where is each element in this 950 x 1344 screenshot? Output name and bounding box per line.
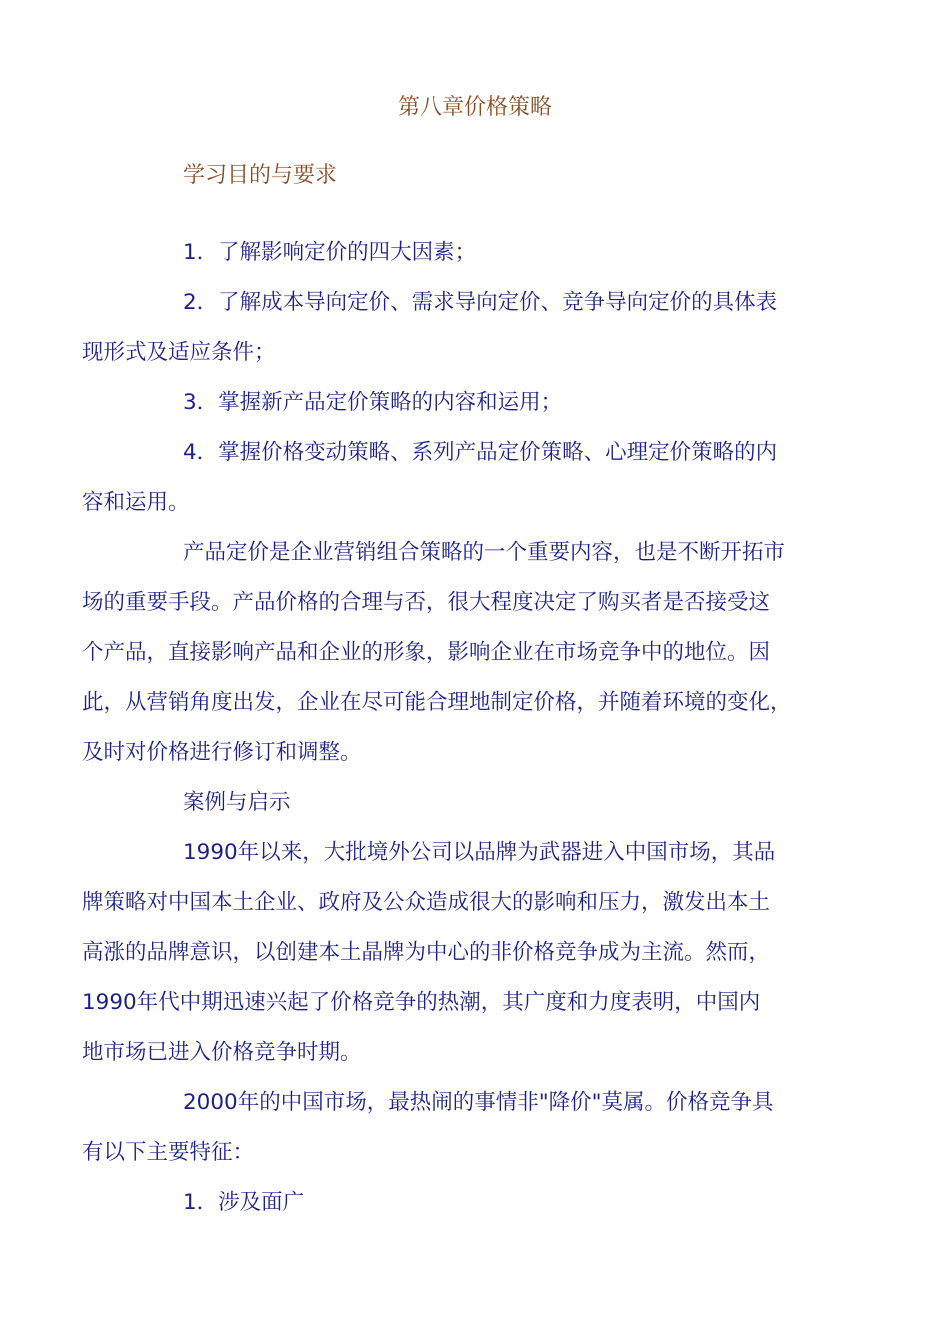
intro-paragraph: 产品定价是企业营销组合策略的一个重要内容，也是不断开拓市 场的重要手段。产品价格的合理与否，很大程度决定了购买者是否接受这 个产品，直接影响产品和企业的形象，影响企业在市场竞争中的地位。因 此，从营销角度出发，企业在尽可能合理地制定价格，并随着环境的变化， 及时对价格进行修订和调整。 [82,540,792,765]
objective-3: 3．掌握新产品定价策略的内容和运用； [183,390,563,415]
document-body [82,228,882,1228]
objective-4: 4．掌握价格变动策略、系列产品定价策略、心理定价策略的内 容和运用。 [82,440,778,515]
feature-item-1: 1．涉及面广 [183,1190,305,1215]
section-subtitle: 学习目的与要求 [183,163,338,188]
case-heading: 案例与启示 [183,790,291,815]
objective-1: 1．了解影响定价的四大因素； [183,240,477,265]
case-paragraph-1: 1990年以来，大批境外公司以品牌为武器进入中国市场，其品 牌策略对中国本土企业、政府及公众造成很大的影响和压力，激发出本土 高涨的品牌意识，以创建本土晶牌为中心的非价格竞争成为主流。然而， 1990年代中期迅速兴起了价格竞争的热潮，其广度和力度表明，中国内 地市场已进入价格竞争时期。 [82,840,776,1065]
objective-2: 2．了解成本导向定价、需求导向定价、竞争导向定价的具体表 现形式及适应条件； [82,290,778,365]
case-paragraph-2: 2000年的中国市场，最热闹的事情非"降价"莫属。价格竞争具 有以下主要特征： [82,1090,774,1165]
chapter-title: 第八章价格策略 [397,95,552,120]
